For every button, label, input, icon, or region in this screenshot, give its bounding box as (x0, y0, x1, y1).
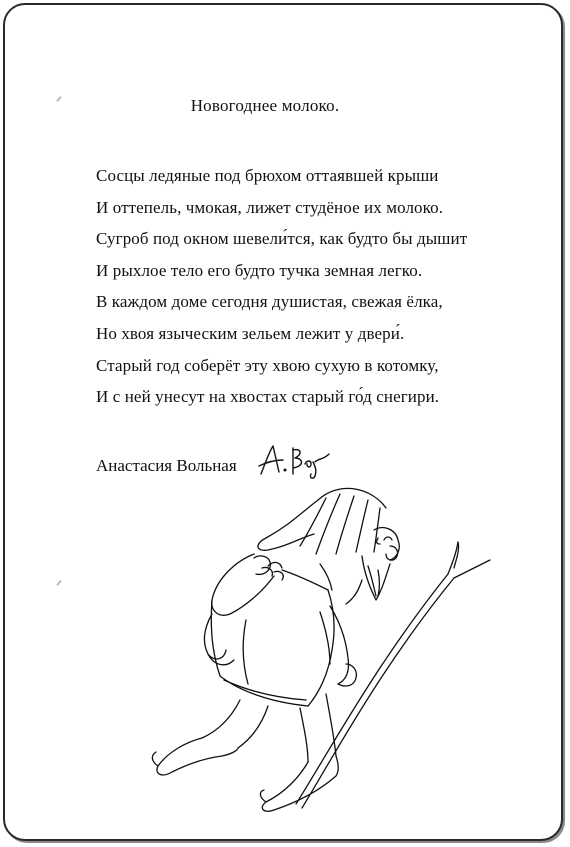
poem-line: Старый год соберёт эту хвою сухую в котомку, (96, 355, 439, 375)
poem-body (96, 160, 467, 413)
poem-title: Новогоднее молоко. (190, 96, 340, 115)
poem-line: Сосцы ледяные под брюхом оттаявшей крыши (96, 166, 439, 185)
poem-line: И рыхлое тело его будто тучка земная легко. (96, 260, 423, 280)
poem-line: И с ней унесут на хвостах старый го́д снегири. (96, 387, 440, 407)
author-name: Анастасия Вольная (96, 456, 237, 475)
poem-line: И оттепель, чмокая, лижет студёное их молоко. (96, 197, 444, 217)
poem-line: Сугроб под окном шевели́тся, как будто бы дышит (96, 229, 468, 249)
signature-icon (255, 440, 335, 480)
poem-line: Но хвоя языческим зельем лежит у двери́. (96, 323, 405, 343)
old-man-with-pitchfork-icon (150, 480, 500, 820)
poem-line: В каждом доме сегодня душистая, свежая ёлка, (96, 292, 443, 312)
